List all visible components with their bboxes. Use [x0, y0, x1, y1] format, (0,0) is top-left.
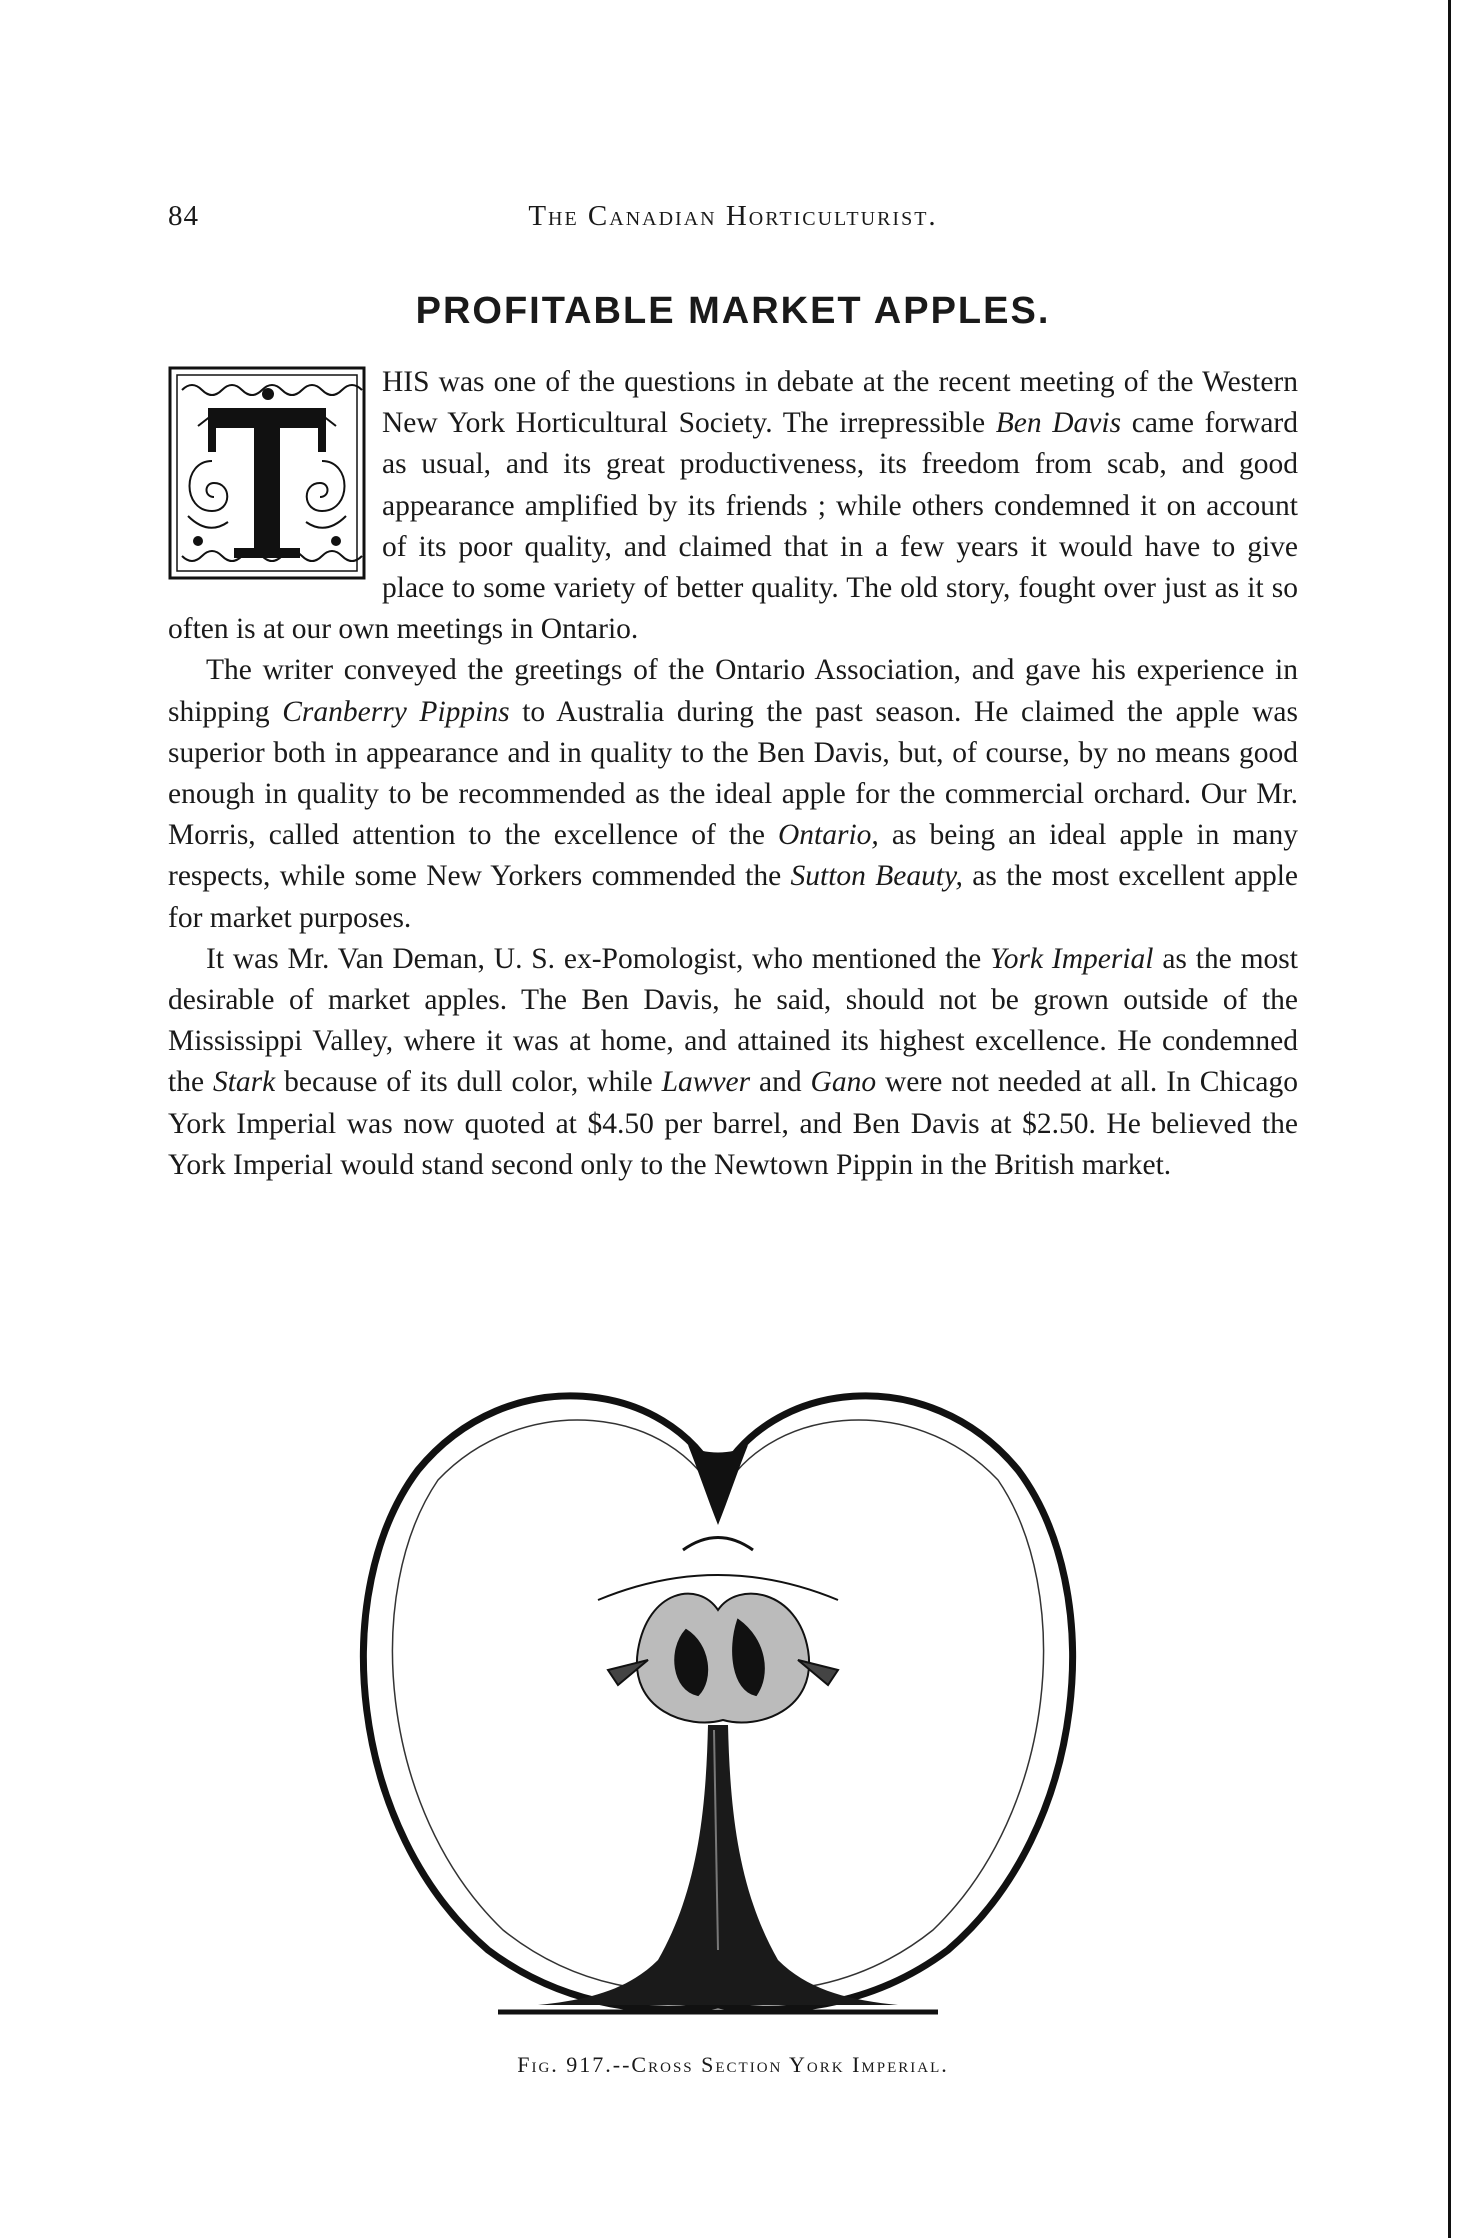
p3-text-1: It was Mr. Van Deman, U. S. ex-Pomologist, who mentioned the	[206, 942, 991, 975]
p2-italic-sutton-beauty: Sutton Beauty,	[790, 860, 963, 893]
p3-italic-gano: Gano	[810, 1066, 877, 1099]
p2-italic-cranberry-pippins: Cranberry Pippins	[282, 695, 510, 728]
paragraph-3	[168, 939, 1298, 1186]
p3-text-5: were not needed at all. In Chicago York Imperial was now quoted at $4.50 per barrel, and Ben Davis at $2.50. He believed the York Imperial would stand second only to the Newtown Pippin in the British market.	[168, 1066, 1299, 1181]
paragraph-2	[168, 650, 1298, 938]
p3-text-3: because of its dull color, while	[275, 1066, 662, 1099]
running-head: The Canadian Horticulturist.	[528, 200, 938, 232]
apple-cross-section-figure	[338, 1350, 1098, 2030]
article-body	[168, 362, 1298, 1186]
p3-text-4: and	[750, 1066, 811, 1099]
p2-italic-ontario: Ontario,	[778, 819, 879, 852]
p1-text-2: came forward as usual, and its great productiveness, its freedom from scab, and good appearance amplified by its friends ; while others condemned it on account of its poor quality, and claimed that in a few years it would have to give place to some variety of better quality. The old story, fought over just as it so often is at our own meetings in Ontario.	[168, 407, 1298, 646]
drop-cap-ornament	[168, 366, 366, 580]
article-title: PROFITABLE MARKET APPLES.	[415, 290, 1051, 332]
p2-text-4: as the most excellent apple for market purposes.	[168, 860, 1298, 934]
p3-italic-york-imperial: York Imperial	[990, 942, 1154, 975]
ornamental-initial-t-icon	[168, 366, 366, 580]
paragraph-1	[168, 362, 1298, 650]
page-number: 84	[168, 200, 199, 232]
page-edge-line	[1448, 0, 1451, 2238]
figure-caption: Fig. 917.--Cross Section York Imperial.	[517, 2052, 949, 2077]
p2-text-1: The writer conveyed the greetings of the Ontario Association, and gave his experience in shipping	[168, 654, 1298, 728]
page-header	[168, 200, 1298, 240]
p1-text-1: HIS was one of the questions in debate at the recent meeting of the Western New York Horticultural Society. The irrepressible	[382, 366, 1298, 440]
p2-text-3: as being an ideal apple in many respects, while some New Yorkers commended the	[168, 819, 1299, 893]
p2-text-2: to Australia during the past season. He claimed the apple was superior both in appearance and in quality to the Ben Davis, but, of course, by no means good enough in quality to be recommended as the ideal apple for the commercial orchard. Our Mr. Morris, called attention to the excellence of the	[168, 695, 1299, 852]
apple-cross-section-icon	[338, 1350, 1098, 2030]
p3-italic-stark: Stark	[212, 1066, 276, 1099]
p3-text-2: as the most desirable of market apples. The Ben Davis, he said, should not be grown outside of the Mississippi Valley, where it was at home, and attained its highest excellence. He condemned the	[168, 942, 1298, 1099]
p3-italic-lawver: Lawver	[661, 1066, 751, 1099]
p1-italic-ben-davis: Ben Davis	[995, 407, 1122, 440]
